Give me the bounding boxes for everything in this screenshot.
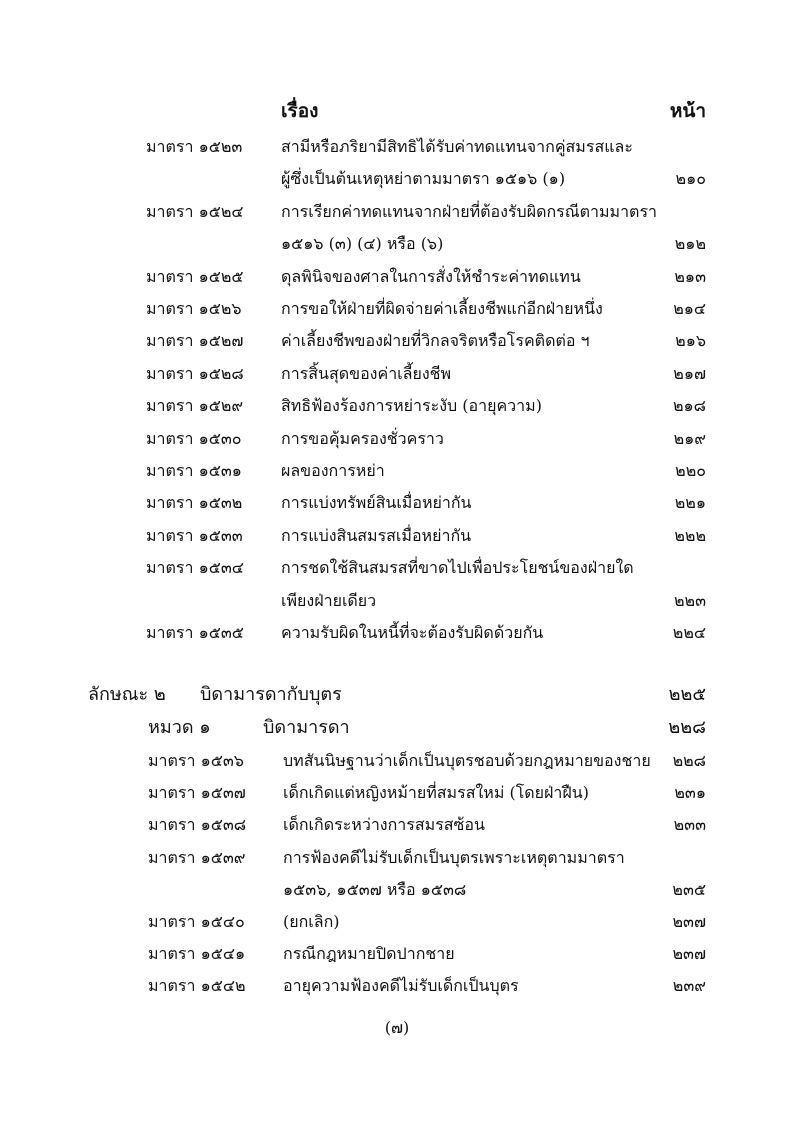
section-number: มาตรา ๑๕๓๖ — [148, 751, 244, 770]
section-number: มาตรา ๑๕๓๑ — [146, 461, 242, 480]
section-number: มาตรา ๑๕๔๐ — [148, 912, 245, 931]
section-number: มาตรา ๑๕๒๓ — [146, 137, 243, 156]
toc-entry-row — [0, 521, 794, 551]
section-number: มาตรา ๑๕๓๒ — [146, 493, 243, 513]
toc-entry-row — [0, 262, 794, 292]
section-number: มาตรา ๑๕๒๖ — [146, 299, 242, 318]
chapter-heading-row — [0, 713, 794, 743]
toc-entry-row — [0, 456, 794, 486]
entry-page: ๒๒๒ — [674, 525, 706, 545]
entry-title: การแบ่งทรัพย์สินเมื่อหย่ากัน — [281, 493, 472, 513]
entry-page: ๒๒๔ — [672, 623, 706, 642]
entry-title: ผู้ซึ่งเป็นต้นเหตุหย่าตามมาตรา ๑๕๑๖ (๑) — [281, 169, 566, 189]
toc-entry-row — [0, 810, 794, 840]
toc-entry-row — [0, 586, 794, 616]
entry-title: สามีหรือภริยามีสิทธิได้รับค่าทดแทนจากคู่สมรสและ — [281, 137, 633, 156]
entry-title: สิทธิฟ้องร้องการหย่าระงับ (อายุความ) — [281, 396, 542, 416]
entry-page: ๒๑๒ — [674, 234, 706, 254]
entry-title: (ยกเลิก) — [283, 912, 340, 931]
entry-page: ๒๒๘ — [672, 751, 706, 770]
entry-page: ๒๒๓ — [673, 590, 706, 610]
section-number: มาตรา ๑๕๒๕ — [146, 266, 244, 286]
entry-title: การแบ่งสินสมรสเมื่อหย่ากัน — [281, 525, 472, 545]
toc-entry-row — [0, 778, 794, 808]
section-number: มาตรา ๑๕๓๓ — [146, 525, 243, 545]
entry-title: บทสันนิษฐานว่าเด็กเป็นบุตรชอบด้วยกฎหมายของชาย — [283, 751, 651, 770]
section-number: มาตรา ๑๕๓๕ — [146, 623, 244, 642]
section-number: มาตรา ๑๕๒๙ — [146, 396, 244, 416]
part-heading-row — [0, 680, 794, 710]
section-number: มาตรา ๑๕๓๘ — [148, 815, 247, 835]
page-column-header: หน้า — [669, 100, 706, 122]
entry-title: ความรับผิดในหนี้ที่จะต้องรับผิดด้วยกัน — [281, 623, 544, 642]
part-title: บิดามารดากับบุตร — [200, 684, 342, 705]
entry-page: ๒๑๙ — [673, 428, 706, 448]
entry-page: ๒๑๐ — [675, 169, 706, 189]
section-number: มาตรา ๑๕๒๘ — [146, 363, 244, 383]
entry-title: การเรียกค่าทดแทนจากฝ่ายที่ต้องรับผิดกรณีตามมาตรา — [281, 201, 658, 221]
entry-page: ๒๓๓ — [673, 815, 706, 835]
section-number: มาตรา ๑๕๔๑ — [148, 944, 246, 964]
toc-entry-row — [0, 875, 794, 905]
entry-page: ๒๑๘ — [672, 396, 706, 416]
chapter-page: ๒๒๘ — [668, 717, 706, 738]
section-number: มาตรา ๑๕๒๗ — [146, 331, 244, 351]
entry-title: ผลของการหย่า — [281, 461, 385, 480]
entry-page: ๒๓๗ — [672, 944, 706, 964]
toc-entry-row — [0, 971, 794, 1001]
entry-title: ๑๕๓๖, ๑๕๓๗ หรือ ๑๕๓๘ — [283, 879, 467, 899]
entry-title: การฟ้องคดีไม่รับเด็กเป็นบุตรเพราะเหตุตามมาตรา — [283, 847, 625, 867]
entry-title: เพียงฝ่ายเดียว — [281, 590, 377, 610]
chapter-title: บิดามารดา — [263, 717, 350, 738]
toc-entry-row — [0, 746, 794, 776]
toc-entry-row — [0, 197, 794, 227]
part-page: ๒๒๕ — [668, 684, 706, 705]
part-label: ลักษณะ ๒ — [88, 684, 166, 705]
entry-title: เด็กเกิดระหว่างการสมรสซ้อน — [283, 815, 485, 835]
entry-title: การสิ้นสุดของค่าเลี้ยงชีพ — [281, 363, 452, 383]
toc-entry-row — [0, 907, 794, 937]
page-number: (๗) — [384, 1018, 410, 1037]
entry-title: อายุความฟ้องคดีไม่รับเด็กเป็นบุตร — [283, 976, 519, 996]
section-number: มาตรา ๑๕๓๐ — [146, 428, 242, 448]
toc-entry-row — [0, 488, 794, 518]
toc-entry-row — [0, 326, 794, 356]
entry-title: การขอให้ฝ่ายที่ผิดจ่ายค่าเลี้ยงชีพแก่อีกฝ่ายหนึ่ง — [281, 299, 603, 318]
toc-entry-row — [0, 164, 794, 194]
toc-entry-row — [0, 618, 794, 648]
toc-entry-row — [0, 843, 794, 873]
entry-page: ๒๑๗ — [673, 363, 706, 383]
entry-title: เด็กเกิดแต่หญิงหม้ายที่สมรสใหม่ (โดยฝ่าฝืน) — [283, 783, 589, 803]
section-number: มาตรา ๑๕๒๔ — [146, 201, 244, 221]
toc-entry-row — [0, 391, 794, 421]
section-number: มาตรา ๑๕๓๔ — [146, 558, 244, 578]
entry-title: ๑๕๑๖ (๓) (๔) หรือ (๖) — [281, 234, 444, 254]
entry-title: ดุลพินิจของศาลในการสั่งให้ชำระค่าทดแทน — [281, 266, 581, 286]
entry-page: ๒๑๖ — [675, 331, 706, 351]
section-number: มาตรา ๑๕๓๗ — [148, 783, 246, 803]
chapter-label: หมวด ๑ — [148, 717, 211, 738]
toc-entry-row — [0, 553, 794, 583]
entry-page: ๒๓๙ — [672, 976, 706, 996]
toc-entry-row — [0, 359, 794, 389]
entry-page: ๒๑๓ — [674, 266, 706, 286]
entry-title: การขอคุ้มครองชั่วคราว — [281, 428, 444, 448]
toc-entry-row — [0, 132, 794, 162]
topic-column-header: เรื่อง — [281, 100, 319, 122]
toc-entry-row — [0, 294, 794, 324]
entry-page: ๒๓๑ — [674, 783, 706, 803]
section-number: มาตรา ๑๕๓๙ — [148, 847, 246, 867]
entry-title: ค่าเลี้ยงชีพของฝ่ายที่วิกลจริตหรือโรคติดต่อ ฯ — [281, 331, 590, 351]
toc-entry-row — [0, 229, 794, 259]
toc-entry-row — [0, 424, 794, 454]
entry-page: ๒๒๐ — [675, 461, 706, 480]
section-number: มาตรา ๑๕๔๒ — [148, 976, 246, 996]
toc-entry-row — [0, 939, 794, 969]
entry-page: ๒๒๑ — [674, 493, 706, 513]
entry-page: ๒๓๕ — [672, 879, 706, 899]
entry-page: ๒๓๗ — [672, 912, 706, 931]
entry-page: ๒๑๔ — [673, 299, 706, 318]
entry-title: กรณีกฎหมายปิดปากชาย — [283, 944, 455, 964]
entry-title: การชดใช้สินสมรสที่ขาดไปเพื่อประโยชน์ของฝ่ายใด — [281, 558, 634, 578]
